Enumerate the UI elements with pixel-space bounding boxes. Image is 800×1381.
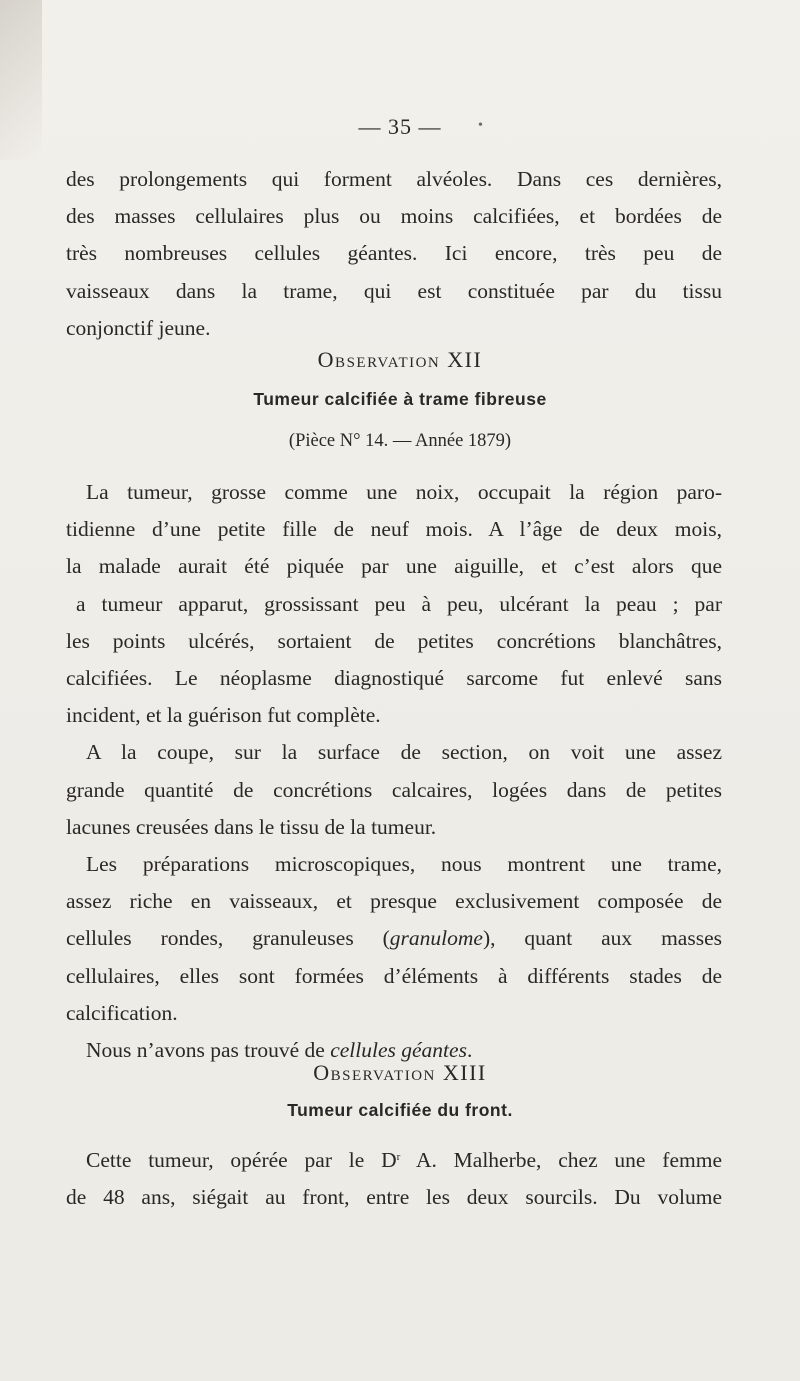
text-line: cellulaires, elles sont formées d’éléments à différents stades de <box>66 963 722 988</box>
text-segment: Nous n’avons pas trouvé de <box>86 1038 331 1063</box>
text-line: a tumeur apparut, grossissant peu à peu, ulcérant la peau ; par <box>76 591 722 616</box>
text-line: calcification. <box>66 1000 178 1025</box>
italic-term: granulome <box>389 926 483 951</box>
text-line: la malade aurait été piquée par une aiguille, et c’est alors que <box>66 554 722 579</box>
observation-13-subtitle: Tumeur calcifiée du front. <box>287 1100 513 1120</box>
text-line: de 48 ans, siégait au front, entre les deux sourcils. Du volume <box>66 1185 722 1210</box>
observation-12-subtitle: Tumeur calcifiée à trame fibreuse <box>253 389 547 409</box>
text-line: assez riche en vaisseaux, et presque exclusivement composée de <box>66 889 722 914</box>
text-line: les points ulcérés, sortaient de petites concrétions blanchâtres, <box>66 628 722 653</box>
intro-paragraph <box>66 161 722 347</box>
text-line: Les préparations microscopiques, nous montrent une trame, <box>86 852 722 877</box>
observation-13-paragraph <box>66 1142 722 1216</box>
text-line: incident, et la guérison fut complète. <box>66 703 381 728</box>
observation-12-title: Observation XII <box>317 347 483 372</box>
text-line: vaisseaux dans la trame, qui est constituée par du tissu <box>66 278 722 303</box>
text-segment: A. Malherbe, chez une femme <box>400 1148 722 1172</box>
text-line: calcifiées. Le néoplasme diagnostiqué sarcome fut enlevé sans <box>66 666 722 691</box>
page-number: — 35 — <box>358 114 442 139</box>
text-line: conjonctif jeune. <box>66 315 211 340</box>
text-segment: cellules rondes, granuleuses ( <box>66 926 390 951</box>
text-line <box>66 920 722 957</box>
text-line: très nombreuses cellules géantes. Ici encore, très peu de <box>66 241 722 266</box>
stray-dot: • <box>478 118 483 133</box>
italic-term: cellules géantes <box>330 1038 467 1063</box>
text-line: des prolongements qui forment alvéoles. Dans ces dernières, <box>66 167 722 191</box>
text-line: La tumeur, grosse comme une noix, occupait la région paro- <box>86 480 722 504</box>
text-line: A la coupe, sur la surface de section, on voit une assez <box>86 740 722 765</box>
observation-12-paragraph-1 <box>66 474 722 1069</box>
text-segment: ), quant aux masses <box>482 926 722 951</box>
text-line: tidienne d’une petite fille de neuf mois. A l’âge de deux mois, <box>66 517 722 542</box>
text-line: des masses cellulaires plus ou moins calcifiées, et bordées de <box>66 204 722 229</box>
observation-12-piece: (Pièce N° 14. — Année 1879) <box>288 431 512 451</box>
superscript: r <box>396 1151 401 1163</box>
text-line <box>66 1142 722 1179</box>
text-line: lacunes creusées dans le tissu de la tumeur. <box>66 814 437 839</box>
text-segment: Cette tumeur, opérée par le D <box>86 1148 397 1172</box>
text-line: grande quantité de concrétions calcaires, logées dans de petites <box>66 777 722 802</box>
observation-13-title: Observation XIII <box>313 1060 487 1085</box>
text-segment: . <box>466 1038 473 1063</box>
